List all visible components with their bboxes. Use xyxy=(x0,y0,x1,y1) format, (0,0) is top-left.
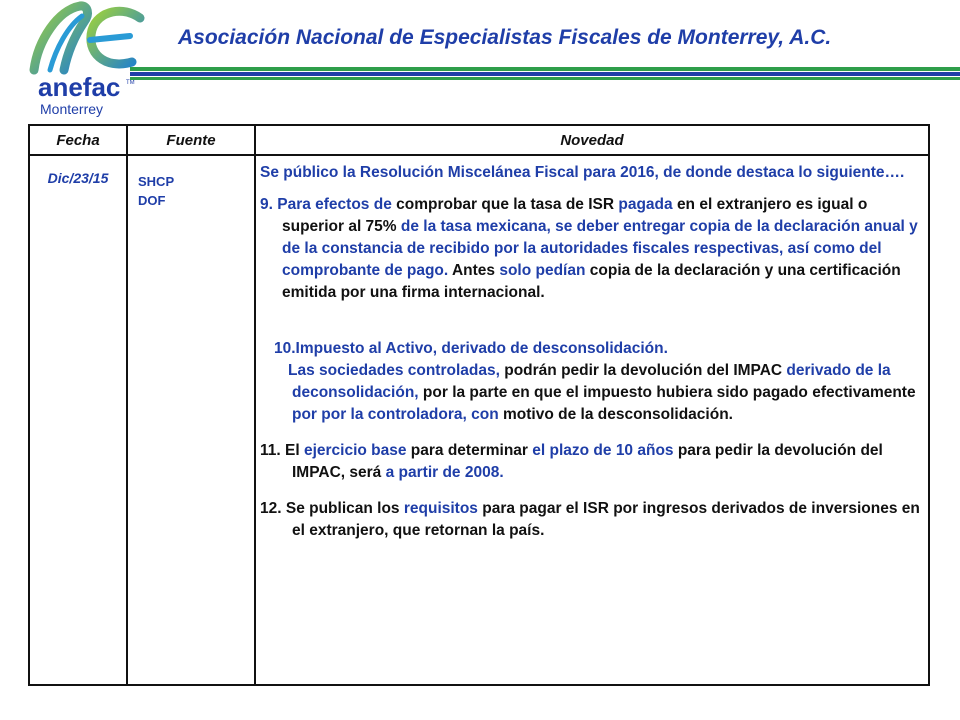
text-segment: Antes xyxy=(451,262,500,279)
text-segment: solo pedían xyxy=(499,262,590,279)
fuente-shcp: SHCP xyxy=(138,174,175,189)
text-segment: derivado de la deconsolidación, xyxy=(292,362,891,401)
novedad-item-10-body xyxy=(260,360,924,426)
text-segment: pagada xyxy=(618,196,677,213)
table-row xyxy=(29,155,929,685)
anefac-logo xyxy=(28,0,158,118)
header-rule-blue xyxy=(130,72,960,76)
novedad-item-11 xyxy=(260,440,924,484)
text-segment: por la parte en que el impuesto hubiera sido pagado efectivamente xyxy=(422,384,916,401)
text-segment: Las sociedades controladas, xyxy=(288,362,505,379)
header-fecha: Fecha xyxy=(29,125,127,155)
text-segment: 12. Se publican los xyxy=(260,500,404,517)
novedad-intro: Se público la Resolución Miscelánea Fiscal para 2016, de donde destaca lo siguiente…. xyxy=(260,164,905,181)
text-segment: podrán pedir la devolución del IMPAC xyxy=(504,362,787,379)
text-segment: en el extranjero es igual o superior al 75% xyxy=(282,196,868,235)
text-segment: copia de la declaración y una certificación emitida por una firma internacional. xyxy=(282,262,901,301)
text-segment: por por la controladora, con xyxy=(292,406,503,423)
header-fuente: Fuente xyxy=(127,125,255,155)
text-segment: motivo de la desconsolidación. xyxy=(503,406,733,423)
logo-text: anefac xyxy=(38,72,121,102)
header-rule-green-2 xyxy=(130,77,960,80)
header-rule-green xyxy=(130,67,960,71)
logo-tm: TM xyxy=(126,80,135,86)
fuente-dof: DOF xyxy=(138,193,166,208)
organization-title: Asociación Nacional de Especialistas Fiscales de Monterrey, A.C. xyxy=(178,26,832,49)
text-segment: para pedir la devolución del IMPAC, será xyxy=(292,442,883,481)
text-segment: ejercicio base xyxy=(303,442,411,459)
logo-subtitle: Monterrey xyxy=(40,101,104,117)
news-table xyxy=(28,124,930,686)
text-segment: comprobar que la tasa de ISR xyxy=(396,196,619,213)
cell-novedad xyxy=(255,155,929,685)
novedad-item-10-title: 10.Impuesto al Activo, derivado de desconsolidación. xyxy=(274,340,668,357)
text-segment: de la tasa mexicana, se deber entregar copia de la declaración anual y de la constancia de recibido por la autoridades fiscales respectivas, así como del comprobante de pago. xyxy=(282,218,918,279)
text-segment: 9. Para efectos de xyxy=(260,196,397,213)
logo-e-bar xyxy=(90,36,130,40)
novedad-item-9 xyxy=(260,194,924,304)
text-segment: para pagar el ISR por ingresos derivados de inversiones en el extranjero, que retornan la país. xyxy=(292,500,920,539)
text-segment: 11. El xyxy=(260,442,304,459)
cell-fecha: Dic/23/15 xyxy=(29,155,127,685)
text-segment: el plazo de 10 años xyxy=(532,442,678,459)
cell-fuente xyxy=(127,155,255,685)
header-novedad: Novedad xyxy=(255,125,929,155)
text-segment: requisitos xyxy=(403,500,483,517)
novedad-item-12 xyxy=(260,498,924,542)
text-segment: para determinar xyxy=(410,442,533,459)
text-segment: a partir de 2008. xyxy=(385,464,504,481)
table-header-row xyxy=(29,125,929,155)
